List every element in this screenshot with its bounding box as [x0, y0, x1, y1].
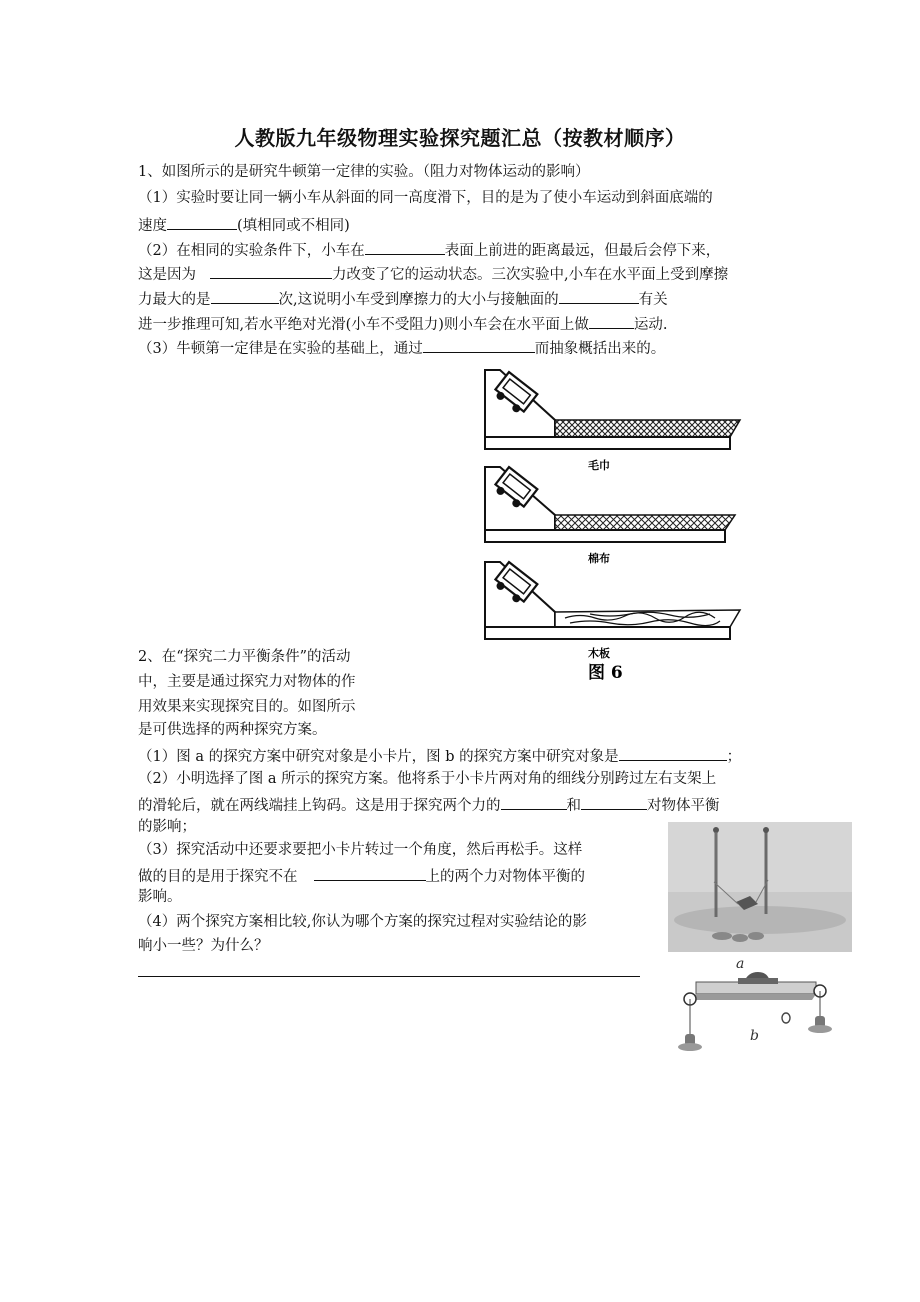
q2-p3-text-b: 做的目的是用于探究不在	[138, 869, 298, 885]
figure-b-label: b	[750, 1028, 759, 1044]
page-title: 人教版九年级物理实验探究题汇总（按教材顺序）	[234, 126, 686, 150]
q2-p4-line2: 响小一些？为什么？	[138, 938, 269, 954]
caption-cotton: 棉布	[588, 552, 610, 565]
q1-p2-text-b: 表面上前进的距离最远，但最后会停下来，	[444, 243, 721, 259]
q2-p2-text-d: 对物体平衡	[647, 798, 720, 814]
q1-blank-most-friction[interactable]	[211, 287, 279, 304]
q1-p2-text-d: 力改变了它的运动状态。三次实验中,小车在水平面上受到摩擦	[332, 267, 729, 283]
ramp-figure	[470, 362, 750, 682]
q2-intro-1: 2、在“探究二力平衡条件”的活动	[138, 649, 351, 665]
caption-towel: 毛巾	[588, 459, 610, 472]
q2-intro-2: 中，主要是通过探究力对物体的作	[138, 674, 356, 690]
figure-a-label: a	[736, 956, 745, 972]
q1-blank-method[interactable]	[423, 336, 535, 353]
q1-p2-text-h: 进一步推理可知,若水平绝对光滑(小车不受阻力)则小车会在水平面上做	[138, 317, 589, 333]
q2-answer-line[interactable]	[138, 976, 640, 977]
figure-label: 图 6	[588, 663, 623, 682]
q1-p3-text-a: （3）牛顿第一定律是在实验的基础上，通过	[138, 341, 423, 357]
balance-figure	[668, 822, 852, 1058]
q2-p2-text-b: 的滑轮后，就在两线端挂上钩码。这是用于探究两个力的	[138, 798, 501, 814]
q1-blank-speed[interactable]	[167, 213, 237, 230]
ramp-cotton	[485, 467, 735, 542]
q1-p2-line3	[138, 287, 668, 310]
q1-p1-text: 速度	[138, 218, 167, 234]
q1-p2-line4	[138, 312, 668, 335]
q2-p3-line1: （3）探究活动中还要求要把小卡片转过一个角度，然后再松手。这样	[138, 842, 583, 858]
q1-p2-line1	[138, 238, 720, 261]
q1-p2-text-g: 有关	[638, 292, 668, 308]
q1-p1-line1: （1）实验时要让同一辆小车从斜面的同一高度滑下，目的是为了使小车运动到斜面底端的	[138, 190, 713, 206]
caption-wood: 木板	[588, 647, 610, 660]
q2-p2-line3: 的影响；	[138, 819, 196, 835]
q2-blank-object[interactable]	[619, 744, 727, 761]
ramp-towel	[485, 370, 740, 449]
q2-blank-line[interactable]	[314, 864, 426, 881]
q1-blank-force[interactable]	[210, 262, 332, 279]
q2-p3-line2	[138, 864, 585, 887]
q1-p1-hint: (填相同或不相同)	[237, 218, 350, 234]
q2-p2-text-c: 和	[566, 798, 581, 814]
q1-p2-line2	[138, 262, 728, 285]
q2-blank-force2[interactable]	[581, 793, 647, 810]
q1-stem: 1、如图所示的是研究牛顿第一定律的实验。（阻力对物体运动的影响）	[138, 164, 590, 180]
q2-p1-end: ；	[726, 749, 742, 765]
q2-p2-line2	[138, 793, 720, 816]
q1-p2-text-f: 次,这说明小车受到摩擦力的大小与接触面的	[278, 292, 559, 308]
q1-p2-text-a: （2）在相同的实验条件下，小车在	[138, 243, 365, 259]
q1-blank-contact[interactable]	[559, 287, 639, 304]
q2-blank-force1[interactable]	[501, 793, 567, 810]
q2-p1-text: （1）图 a 的探究方案中研究对象是小卡片，图 b 的探究方案中研究对象是	[138, 749, 619, 765]
q2-p2-line1: （2）小明选择了图 a 所示的探究方案。他将系于小卡片两对角的细线分别跨过左右支架上	[138, 771, 717, 787]
q1-p2-text-c: 这是因为	[138, 267, 196, 283]
q2-p4-line1: （4）两个探究方案相比较,你认为哪个方案的探究过程对实验结论的影	[138, 914, 587, 930]
q2-p3-text-c: 上的两个力对物体平衡的	[425, 869, 585, 885]
q1-p3-line	[138, 336, 665, 359]
q1-p2-text-i: 运动.	[633, 317, 668, 333]
q2-intro-4: 是可供选择的两种探究方案。	[138, 722, 327, 738]
q2-intro-3: 用效果来实现探究目的。如图所示	[138, 699, 356, 715]
ramp-wood	[485, 562, 740, 639]
q2-p3-line3: 影响。	[138, 889, 182, 905]
q2-p1-line	[138, 744, 741, 767]
q1-blank-surface[interactable]	[365, 238, 445, 255]
q1-p2-text-e: 力最大的是	[138, 292, 211, 308]
q1-p1-line2	[138, 213, 350, 236]
q1-blank-motion[interactable]	[589, 312, 634, 329]
q1-p3-text-b: 而抽象概括出来的。	[534, 341, 666, 357]
